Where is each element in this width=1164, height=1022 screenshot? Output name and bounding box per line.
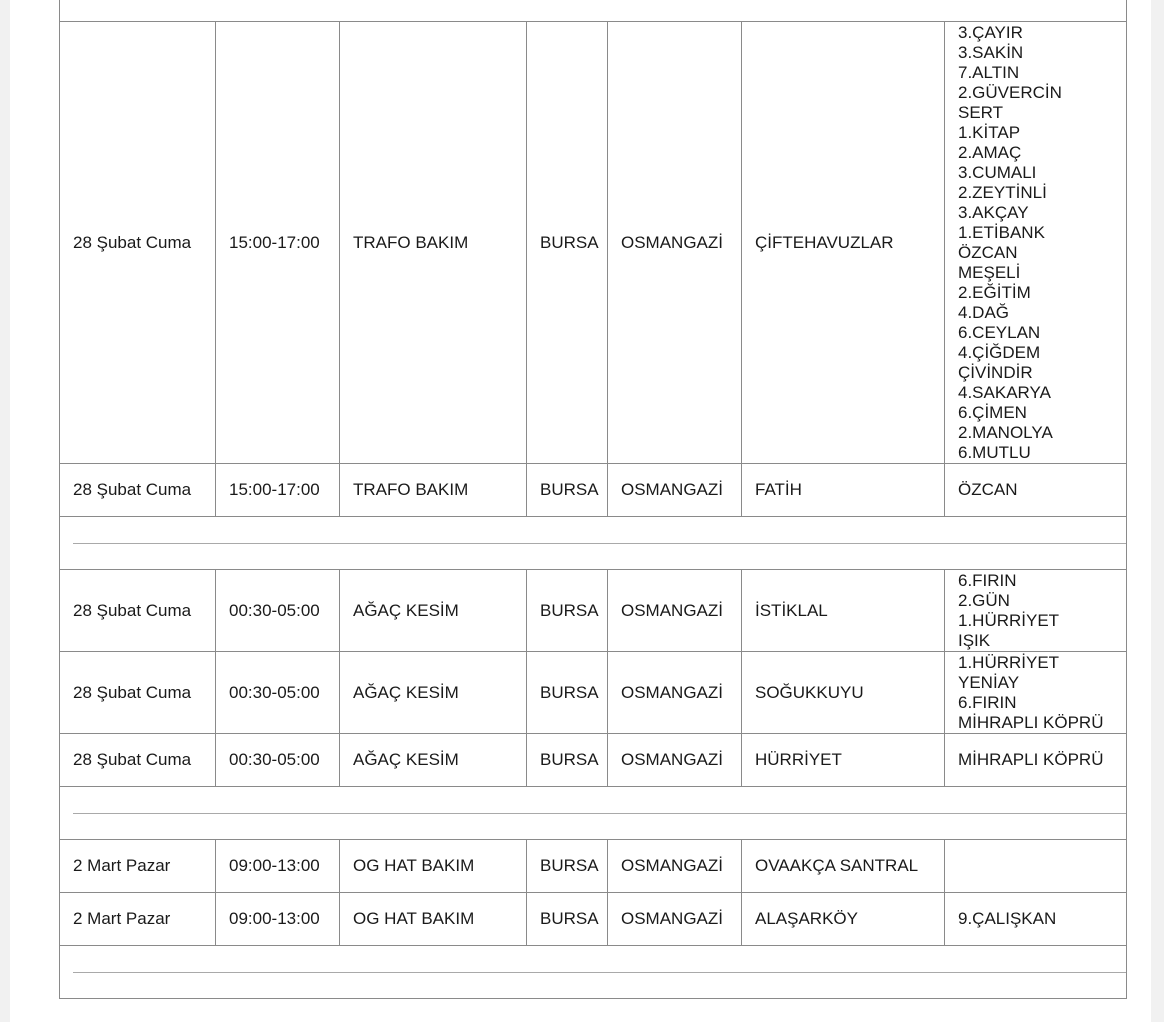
city-cell: BURSA <box>527 840 608 893</box>
street-name: 1.ETİBANK <box>958 223 1045 242</box>
streets-cell <box>945 570 1127 652</box>
district-cell: OSMANGAZİ <box>608 22 742 464</box>
street-name: MİHRAPLI KÖPRÜ <box>958 713 1104 732</box>
streets-cell <box>945 893 1127 946</box>
neighborhood-cell: İSTİKLAL <box>742 570 945 652</box>
street-name: 2.AMAÇ <box>958 143 1022 162</box>
work-type-cell: AĞAÇ KESİM <box>340 570 527 652</box>
district-cell: OSMANGAZİ <box>608 652 742 734</box>
divider-line <box>73 543 1126 544</box>
work-type-cell: TRAFO BAKIM <box>340 464 527 517</box>
street-name: 2.GÜN <box>958 591 1010 610</box>
street-name: ÖZCAN <box>958 243 1018 262</box>
table-row <box>60 464 1127 517</box>
table-row <box>60 652 1127 734</box>
work-type-cell: TRAFO BAKIM <box>340 22 527 464</box>
streets-cell <box>945 652 1127 734</box>
street-name: 9.ÇALIŞKAN <box>958 909 1057 928</box>
outage-date-cell: 2 Mart Pazar <box>60 840 216 893</box>
outage-time-cell: 09:00-13:00 <box>216 840 340 893</box>
street-name: 2.GÜVERCİN <box>958 83 1062 102</box>
street-name: 4.SAKARYA <box>958 383 1051 402</box>
street-name: YENİAY <box>958 673 1020 692</box>
city-cell: BURSA <box>527 734 608 787</box>
outage-date-cell: 28 Şubat Cuma <box>60 734 216 787</box>
neighborhood-cell: HÜRRİYET <box>742 734 945 787</box>
street-name: 4.ÇİĞDEM <box>958 343 1041 362</box>
table-separator-row <box>60 946 1127 999</box>
street-name: 2.ZEYTİNLİ <box>958 183 1047 202</box>
street-name: SERT <box>958 103 1004 122</box>
outage-date-cell: 28 Şubat Cuma <box>60 464 216 517</box>
city-cell: BURSA <box>527 22 608 464</box>
street-name: 2.MANOLYA <box>958 423 1053 442</box>
outage-time-cell: 15:00-17:00 <box>216 464 340 517</box>
street-name: ÇİVİNDİR <box>958 363 1033 382</box>
district-cell: OSMANGAZİ <box>608 464 742 517</box>
outage-date-cell: 28 Şubat Cuma <box>60 570 216 652</box>
street-name: 1.HÜRRİYET <box>958 653 1060 672</box>
street-name: 6.FIRIN <box>958 693 1017 712</box>
street-name: ÖZCAN <box>958 480 1018 499</box>
table-row <box>60 840 1127 893</box>
streets-cell <box>945 840 1127 893</box>
outage-schedule-table <box>59 0 1127 999</box>
street-name: MİHRAPLI KÖPRÜ <box>958 750 1104 769</box>
divider-line <box>73 972 1126 973</box>
outage-date-cell: 28 Şubat Cuma <box>60 652 216 734</box>
table-row <box>60 22 1127 464</box>
work-type-cell: OG HAT BAKIM <box>340 893 527 946</box>
city-cell: BURSA <box>527 464 608 517</box>
table-separator-row <box>60 0 1127 22</box>
table-row <box>60 893 1127 946</box>
street-name: 2.EĞİTİM <box>958 283 1031 302</box>
table-row <box>60 570 1127 652</box>
table-row <box>60 734 1127 787</box>
district-cell: OSMANGAZİ <box>608 570 742 652</box>
street-name: 6.CEYLAN <box>958 323 1041 342</box>
city-cell: BURSA <box>527 570 608 652</box>
table-separator-row <box>60 787 1127 840</box>
work-type-cell: OG HAT BAKIM <box>340 840 527 893</box>
street-name: IŞIK <box>958 631 991 650</box>
street-name: 7.ALTIN <box>958 63 1020 82</box>
neighborhood-cell: SOĞUKKUYU <box>742 652 945 734</box>
street-name: 3.SAKİN <box>958 43 1024 62</box>
street-name: 4.DAĞ <box>958 303 1010 322</box>
street-name: 3.AKÇAY <box>958 203 1029 222</box>
street-name: 6.FIRIN <box>958 571 1017 590</box>
district-cell: OSMANGAZİ <box>608 840 742 893</box>
neighborhood-cell: OVAAKÇA SANTRAL <box>742 840 945 893</box>
street-name: 3.CUMALI <box>958 163 1037 182</box>
outage-time-cell: 00:30-05:00 <box>216 734 340 787</box>
streets-cell <box>945 734 1127 787</box>
street-name: 1.KİTAP <box>958 123 1021 142</box>
district-cell: OSMANGAZİ <box>608 734 742 787</box>
streets-cell <box>945 22 1127 464</box>
street-name: 6.MUTLU <box>958 443 1031 462</box>
neighborhood-cell: ALAŞARKÖY <box>742 893 945 946</box>
outage-date-cell: 28 Şubat Cuma <box>60 22 216 464</box>
neighborhood-cell: FATİH <box>742 464 945 517</box>
district-cell: OSMANGAZİ <box>608 893 742 946</box>
table-separator-row <box>60 517 1127 570</box>
city-cell: BURSA <box>527 893 608 946</box>
outage-date-cell: 2 Mart Pazar <box>60 893 216 946</box>
outage-time-cell: 15:00-17:00 <box>216 22 340 464</box>
neighborhood-cell: ÇİFTEHAVUZLAR <box>742 22 945 464</box>
work-type-cell: AĞAÇ KESİM <box>340 734 527 787</box>
work-type-cell: AĞAÇ KESİM <box>340 652 527 734</box>
divider-line <box>73 813 1126 814</box>
street-name: 6.ÇİMEN <box>958 403 1027 422</box>
outage-time-cell: 09:00-13:00 <box>216 893 340 946</box>
outage-time-cell: 00:30-05:00 <box>216 652 340 734</box>
street-name: MEŞELİ <box>958 263 1021 282</box>
streets-cell <box>945 464 1127 517</box>
city-cell: BURSA <box>527 652 608 734</box>
outage-time-cell: 00:30-05:00 <box>216 570 340 652</box>
document-page <box>10 0 1151 1022</box>
street-name: 3.ÇAYIR <box>958 23 1023 42</box>
street-name: 1.HÜRRİYET <box>958 611 1060 630</box>
